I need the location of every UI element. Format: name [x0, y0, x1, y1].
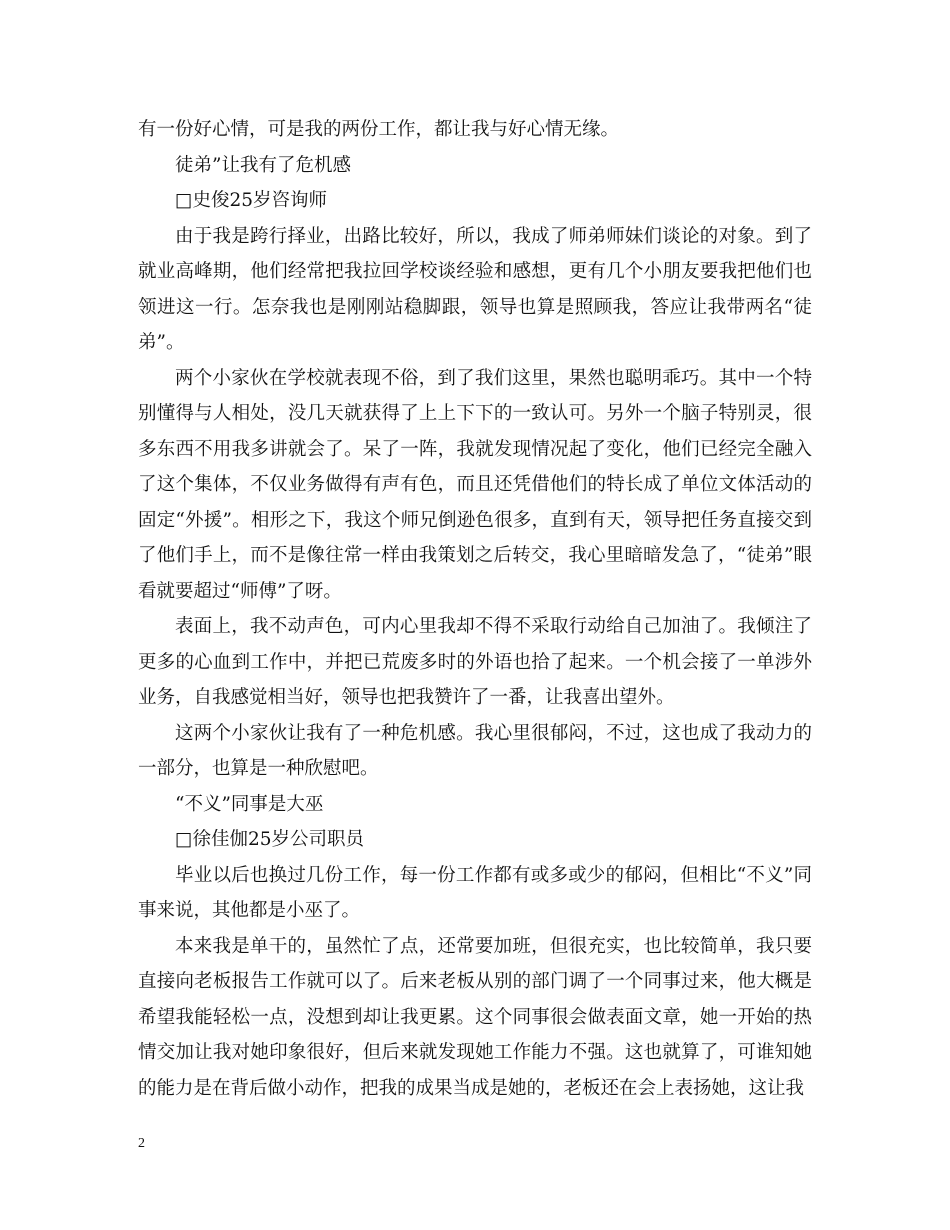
body-text — [138, 112, 812, 1106]
author-byline-2: □徐佳伽25岁公司职员 — [175, 829, 365, 850]
paragraph-7: 本来我是单干的，虽然忙了点，还常要加班，但很充实，也比较简单，我只要直接向老板报告工作就可以了。后来老板从别的部门调了一个同事过来，他大概是希望我能轻松一点，没想到却让我更累。这个同事很会做表面文章，她一开始的热情交加让我对她印象很好，但后来就发现她工作能力不强。这也就算了，可谁知她的能力是在背后做小动作，把我的成果当成是她的，老板还在会上表扬她，这让我 — [138, 935, 812, 1099]
paragraph-1: 有一份好心情，可是我的两份工作，都让我与好心情无缘。 — [138, 119, 620, 140]
section-heading-apprentice: 徒弟”让我有了危机感 — [175, 154, 351, 176]
section-heading-colleague: “不义”同事是大巫 — [175, 793, 324, 815]
paragraph-4: 表面上，我不动声色，可内心里我却不得不采取行动给自己加油了。我倾注了更多的心血到工作中，并把已荒废多时的外语也拾了起来。一个机会接了一单涉外业务，自我感觉相当好，领导也把我赞许了一番，让我喜出望外。 — [138, 616, 812, 708]
author-byline-1: □史俊25岁咨询师 — [175, 190, 328, 211]
paragraph-3: 两个小家伙在学校就表现不俗，到了我们这里，果然也聪明乖巧。其中一个特别懂得与人相处，没几天就获得了上上下下的一致认可。另外一个脑子特别灵，很多东西不用我多讲就会了。呆了一阵，我就发现情况起了变化，他们已经完全融入了这个集体，不仅业务做得有声有色，而且还凭借他们的特长成了单位文体活动的固定“外援”。相形之下，我这个师兄倒逊色很多，直到有天，领导把任务直接交到了他们手上，而不是像往常一样由我策划之后转交，我心里暗暗发急了，“徒弟”眼看就要超过“师傅”了呀。 — [138, 367, 812, 602]
paragraph-2: 由于我是跨行择业，出路比较好，所以，我成了师弟师妹们谈论的对象。到了就业高峰期，他们经常把我拉回学校谈经验和感想，更有几个小朋友要我把他们也领进这一行。怎奈我也是刚刚站稳脚跟，领导也算是照顾我，答应让我带两名“徒弟”。 — [138, 225, 812, 353]
page-number: 2 — [138, 1136, 145, 1151]
paragraph-5: 这两个小家伙让我有了一种危机感。我心里很郁闷，不过，这也成了我动力的一部分，也算是一种欣慰吧。 — [138, 722, 812, 779]
paragraph-6: 毕业以后也换过几份工作，每一份工作都有或多或少的郁闷，但相比“不义”同事来说，其他都是小巫了。 — [138, 864, 812, 921]
